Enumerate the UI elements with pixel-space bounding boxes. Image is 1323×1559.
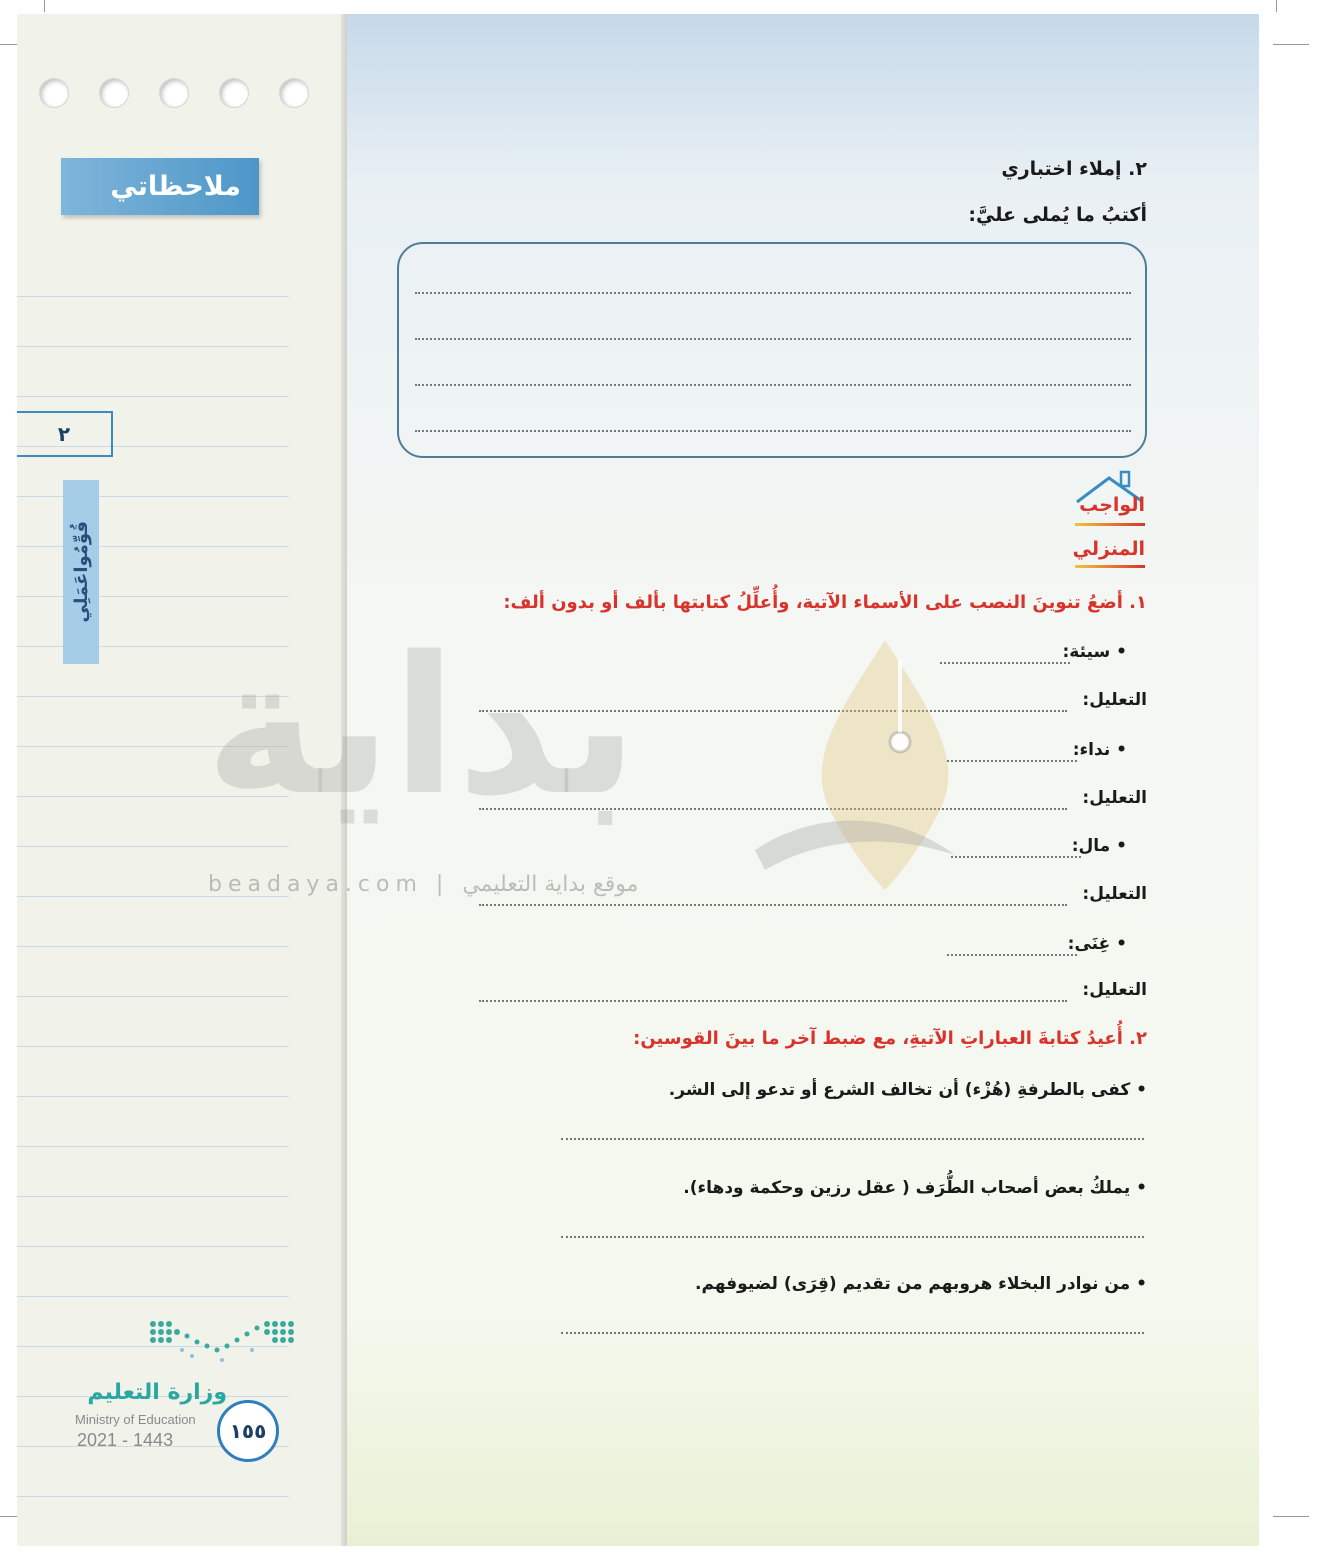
binder-hole (99, 78, 129, 108)
question-1-heading: ١. أضعُ تنوينَ النصب على الأسماء الآتية، وأُعلِّلُ كتابتها بألف أو بدون ألف: (503, 592, 1147, 613)
q1-reason-label: التعليل: (1082, 690, 1147, 710)
ministry-name-ar: وزارة التعليم (87, 1380, 227, 1405)
binder-hole (279, 78, 309, 108)
answer-line[interactable] (479, 1000, 1067, 1002)
page-number: ١٥٥ (217, 1400, 279, 1462)
q1-item-word: • غِنَى: (1067, 934, 1127, 954)
answer-line[interactable] (561, 1138, 1144, 1140)
ministry-name-en: Ministry of Education (75, 1412, 196, 1427)
q1-reason-label: التعليل: (1082, 884, 1147, 904)
answer-line[interactable] (415, 384, 1131, 386)
answer-line[interactable] (951, 856, 1081, 858)
crop-mark (1273, 1516, 1309, 1517)
unit-title-ribbon (63, 480, 99, 664)
notes-title: ملاحظاتي (61, 158, 259, 215)
answer-line[interactable] (415, 338, 1131, 340)
crop-mark (1273, 44, 1309, 45)
q2-item: • من نوادر البخلاء هروبهم من تقديم (قِرَى) لضيوفهم. (695, 1274, 1147, 1294)
homework-label: الواجب (1079, 494, 1145, 516)
q1-item-word: • سيئة: (1062, 642, 1127, 662)
edition-year: 2021 - 1443 (77, 1430, 174, 1450)
dictation-instruction: أكتبُ ما يُملى عليَّ: (968, 204, 1147, 226)
watermark-subtext: beadaya.com | موقع بداية التعليمي (208, 872, 639, 897)
unit-number: ٢ (17, 411, 113, 457)
ministry-logo-icon (147, 1316, 297, 1366)
answer-line[interactable] (561, 1332, 1144, 1334)
answer-line[interactable] (947, 954, 1077, 956)
answer-line[interactable] (561, 1236, 1144, 1238)
watermark-text: بداية (205, 616, 638, 837)
answer-line[interactable] (947, 760, 1077, 762)
q1-item-word: • مال: (1071, 836, 1127, 856)
binder-hole (219, 78, 249, 108)
dictation-answer-box[interactable] (397, 242, 1147, 458)
q1-reason-label: التعليل: (1082, 788, 1147, 808)
homework-label: المنزلي (1072, 538, 1145, 560)
q1-item-word: • نداء: (1072, 740, 1127, 760)
answer-line[interactable] (415, 292, 1131, 294)
crop-mark (44, 0, 45, 12)
binder-hole (39, 78, 69, 108)
unit-title: قُوِّمُواعَمَلِي (70, 521, 92, 623)
q1-reason-label: التعليل: (1082, 980, 1147, 1000)
answer-line[interactable] (415, 430, 1131, 432)
homework-underline (1075, 565, 1145, 568)
answer-line[interactable] (940, 662, 1070, 664)
crop-mark (1276, 0, 1277, 12)
question-2-heading: ٢. أُعيدُ كتابةَ العباراتِ الآتيةِ، مع ضبط آخر ما بينَ القوسين: (633, 1028, 1147, 1049)
binder-hole (159, 78, 189, 108)
homework-underline (1075, 523, 1145, 526)
q2-item: • يملكُ بعض أصحاب الطُّرَف ( عقل رزين وحكمة ودهاء). (683, 1178, 1147, 1198)
dictation-heading: ٢. إملاء اختباري (1001, 158, 1147, 180)
q2-item: • كفى بالطرفةِ (هُزْء) أن تخالف الشرع أو تدعو إلى الشر. (668, 1080, 1147, 1100)
answer-line[interactable] (479, 904, 1067, 906)
